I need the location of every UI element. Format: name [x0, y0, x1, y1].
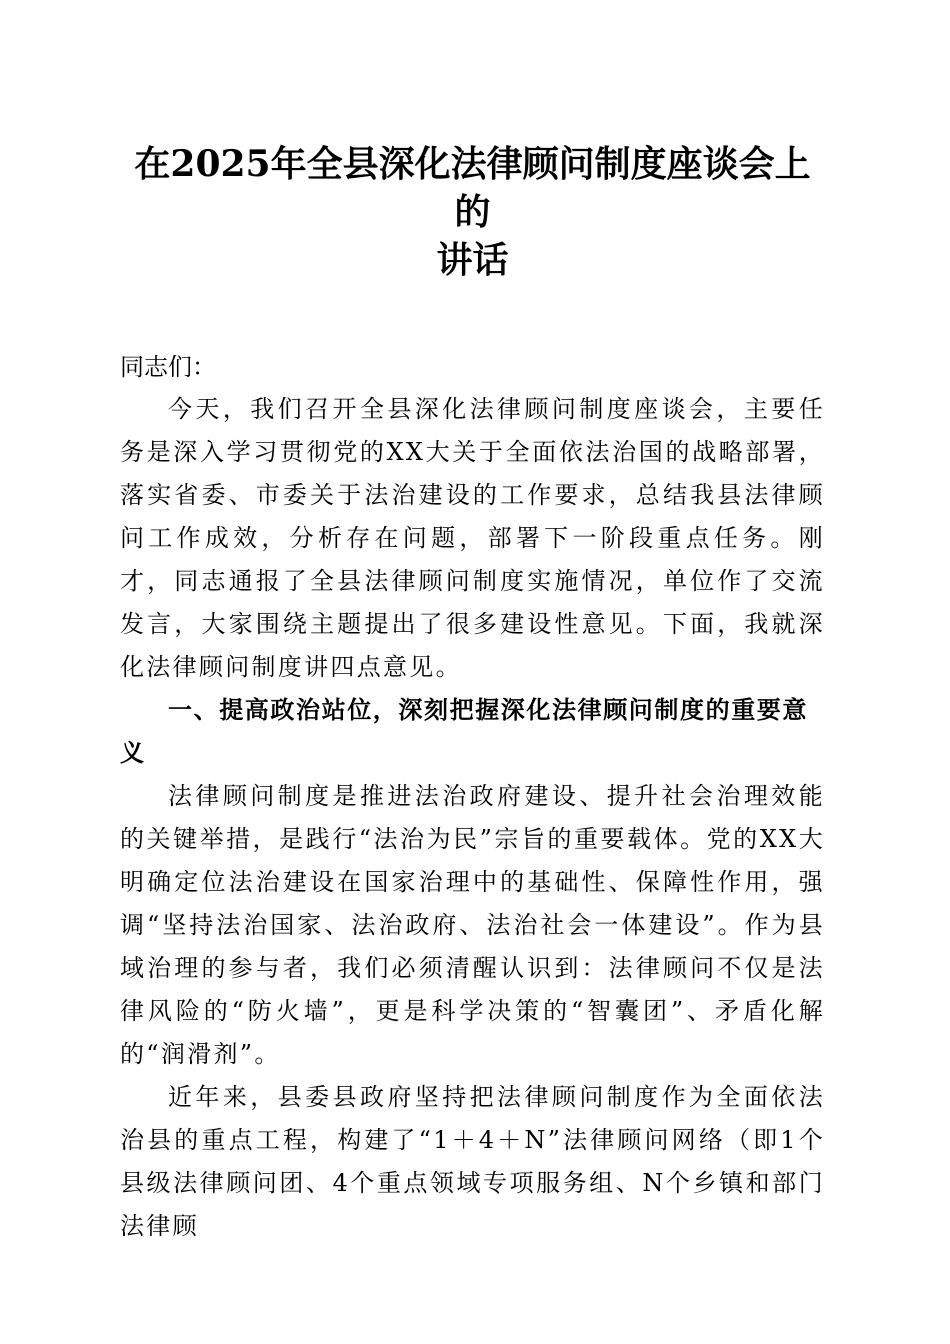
paragraph-intro: 今天，我们召开全县深化法律顾问制度座谈会，主要任务是深入学习贯彻党的XX大关于全面依法治国的战略部署，落实省委、市委关于法治建设的工作要求，总结我县法律顾问工作成效，分析存在问题，部署下一阶段重点任务。刚才，同志通报了全县法律顾问制度实施情况，单位作了交流发言，大家围绕主题提出了很多建设性意见。下面，我就深化法律顾问制度讲四点意见。	[120, 395, 825, 681]
document-title	[120, 140, 825, 284]
paragraph-recent-years: 近年来，县委县政府坚持把法律顾问制度作为全面依法治县的重点工程，构建了“1＋4＋N”法律顾问网络（即1个县级法律顾问团、4个重点领域专项服务组、N个乡镇和部门法律顾	[120, 1083, 825, 1240]
salutation: 同志们：	[120, 353, 216, 381]
title-line-2: 讲话	[436, 239, 509, 281]
paragraph-significance: 法律顾问制度是推进法治政府建设、提升社会治理效能的关键举措，是践行“法治为民”宗旨的重要载体。党的XX大明确定位法治建设在国家治理中的基础性、保障性作用，强调“坚持法治国家、法治政府、法治社会一体建设”。作为县域治理的参与者，我们必须清醒认识到：法律顾问不仅是法律风险的“防火墙”，更是科学决策的“智囊团”、矛盾化解的“润滑剂”。	[120, 782, 825, 1068]
document-page	[120, 140, 825, 1248]
section-heading-1: 一、提高政治站位，深刻把握深化法律顾问制度的重要意义	[120, 696, 808, 767]
title-line-1: 在2025年全县深化法律顾问制度座谈会上的	[134, 143, 811, 233]
